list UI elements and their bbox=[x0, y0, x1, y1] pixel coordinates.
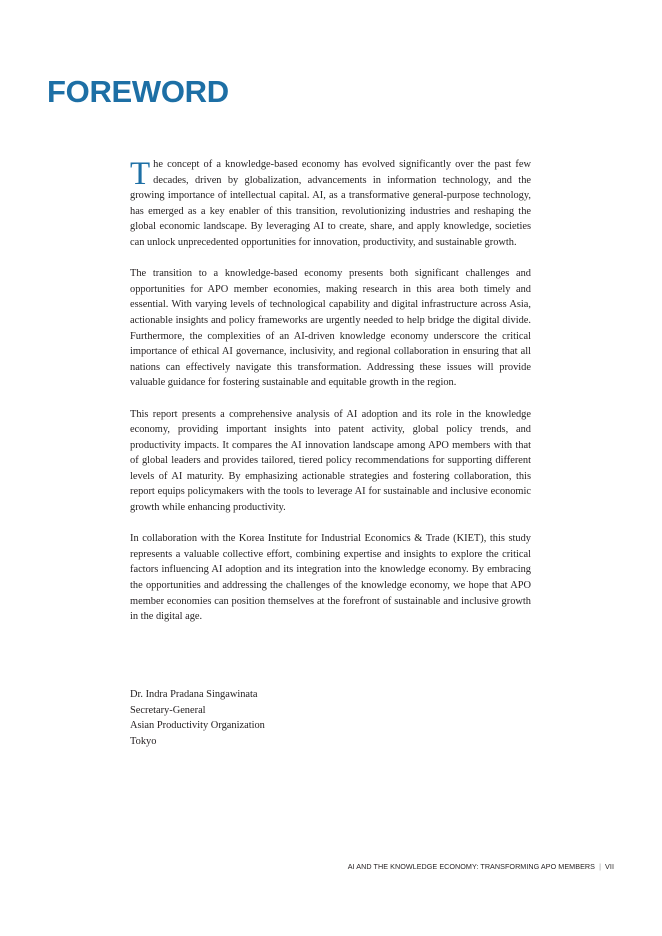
signatory-organization: Asian Productivity Organization bbox=[130, 720, 265, 732]
paragraph-1 bbox=[130, 157, 531, 251]
foreword-body bbox=[130, 157, 531, 640]
paragraph-2: The transition to a knowledge-based economy presents both significant challenges and opportunities for APO member economies, making research in this area both timely and essential. With varying levels of technological capability and digital infrastructure across Asia, actionable insights and policy frameworks are urgently needed to help bridge the digital divide. Furthermore, the complexities of an AI-driven knowledge economy underscore the critical importance of ethical AI governance, inclusivity, and regional collaboration in ensuring that all nations can effectively navigate this transformation. Addressing these issues will provide valuable guidance for fostering sustainable and equitable growth in the region. bbox=[130, 268, 531, 389]
signatory-name: Dr. Indra Pradana Singawinata bbox=[130, 689, 258, 700]
paragraph-3: This report presents a comprehensive analysis of AI adoption and its role in the knowledge economy, providing important insights into patent activity, global policy trends, and productivity impacts. It compares the AI innovation landscape among APO members with that of global leaders and provides tailored, tiered policy recommendations for supporting different levels of AI maturity. By emphasizing actionable strategies and fostering collaboration, this report equips policymakers with the tools to leverage AI for sustainable and inclusive economic growth while enhancing productivity. bbox=[130, 408, 531, 514]
footer-book-title: AI AND THE KNOWLEDGE ECONOMY: TRANSFORMING APO MEMBERS bbox=[347, 862, 595, 871]
page-title: FOREWORD bbox=[47, 74, 229, 109]
footer-separator: | bbox=[599, 862, 601, 871]
page-footer bbox=[348, 862, 614, 872]
signature-block bbox=[130, 687, 265, 749]
footer-page-number: VII bbox=[605, 862, 614, 871]
paragraph-4: In collaboration with the Korea Institute for Industrial Economics & Trade (KIET), this study represents a valuable collective effort, combining expertise and insights to explore the critical factors influencing AI adoption and its integration into the knowledge economy. By embracing the opportunities and addressing the challenges of the knowledge economy, we hope that APO member economies can position themselves at the forefront of sustainable and inclusive growth in the digital age. bbox=[130, 533, 531, 623]
paragraph-1-text: he concept of a knowledge-based economy has evolved significantly over the past few decades, driven by globalization, advancements in information technology, and the growing importance of intellectual capital. AI, as a transformative general-purpose technology, has emerged as a key enabler of this transition, revolutionizing industries and reshaping the global economic landscape. By leveraging AI to create, share, and apply knowledge, societies can unlock unprecedented opportunities for innovation, productivity, and sustainable growth. bbox=[130, 159, 531, 248]
signatory-city: Tokyo bbox=[130, 735, 157, 747]
drop-cap: T bbox=[130, 156, 151, 192]
signatory-title: Secretary-General bbox=[130, 704, 206, 716]
